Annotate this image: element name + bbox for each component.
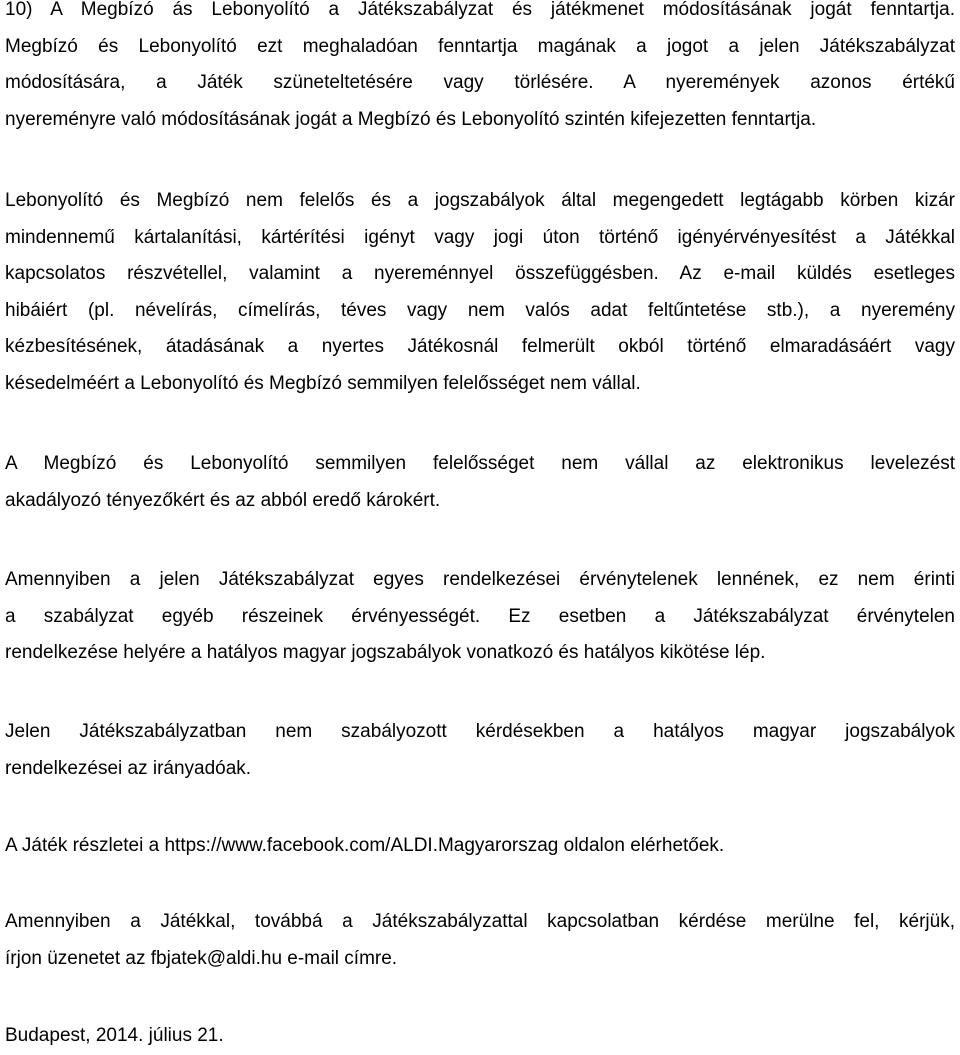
text-line: késedelméért a Lebonyolító és Megbízó semmilyen felelősséget nem vállal. — [5, 372, 641, 394]
text-line: Amennyiben a Játékkal, továbbá a Játékszabályzattal kapcsolatban kérdése merülne fel, kérjük, — [5, 911, 955, 932]
date-line: Budapest, 2014. július 21. — [5, 1025, 224, 1046]
paragraph-modification-rights — [5, 0, 955, 138]
paragraph-governing-law — [5, 714, 955, 787]
text-line: Amennyiben a jelen Játékszabályzat egyes rendelkezései érvénytelenek lennének, ez nem érinti — [5, 569, 955, 590]
text-line: kézbesítésének, átadásának a nyertes Játékosnál felmerült okból történő elmaradásáért vagy — [5, 336, 955, 357]
text-line: rendelkezése helyére a hatályos magyar jogszabályok vonatkozó és hatályos kikötése lép. — [5, 642, 766, 663]
text-line: rendelkezései az irányadóak. — [5, 757, 252, 779]
text-line: A Megbízó és Lebonyolító semmilyen felelősséget nem vállal az elektronikus levelezést — [5, 453, 955, 474]
paragraph-liability-exclusion — [5, 183, 955, 402]
text-line: 10) A Megbízó ás Lebonyolító a Játékszabályzat és játékmenet módosításának jogát fenntartja. — [5, 0, 955, 20]
text-line: mindennemű kártalanítási, kártérítési igényt vagy jogi úton történő igényérvényesítést a Játékkal — [5, 226, 955, 248]
paragraph-game-details — [5, 828, 955, 865]
text-line: a szabályzat egyéb részeinek érvényességét. Ez esetben a Játékszabályzat érvénytelen — [5, 605, 955, 627]
paragraph-contact — [5, 904, 955, 977]
text-line: kapcsolatos részvétellel, valamint a nyereménnyel összefüggésben. Az e-mail küldés esetleges — [5, 263, 955, 284]
text-line: Jelen Játékszabályzatban nem szabályozott kérdésekben a hatályos magyar jogszabályok — [5, 721, 955, 742]
text-line: hibáiért (pl. névelírás, címelírás, téves vagy nem valós adat feltűntetése stb.), a nyeremény — [5, 299, 955, 321]
text-line: nyereményre való módosításának jogát a Megbízó és Lebonyolító szintén kifejezetten fenntartja. — [5, 108, 817, 130]
text-line: Megbízó és Lebonyolító ezt meghaladóan fenntartja magának a jogot a jelen Játékszabályzat — [5, 35, 955, 57]
text-line: akadályozó tényezőkért és az abból eredő károkért. — [5, 489, 441, 511]
text-line: írjon üzenetet az fbjatek@aldi.hu e-mail címre. — [5, 947, 398, 969]
paragraph-invalid-provisions — [5, 562, 955, 672]
text-line: A Játék részletei a https://www.facebook.com/ALDI.Magyarorszag oldalon elérhetőek. — [5, 835, 725, 856]
text-line: Lebonyolító és Megbízó nem felelős és a jogszabályok által megengedett legtágabb körben kizár — [5, 190, 955, 211]
text-line: módosítására, a Játék szüneteltetésére vagy törlésére. A nyeremények azonos értékű — [5, 72, 955, 93]
paragraph-email-liability — [5, 446, 955, 519]
paragraph-date-place — [5, 1018, 955, 1055]
